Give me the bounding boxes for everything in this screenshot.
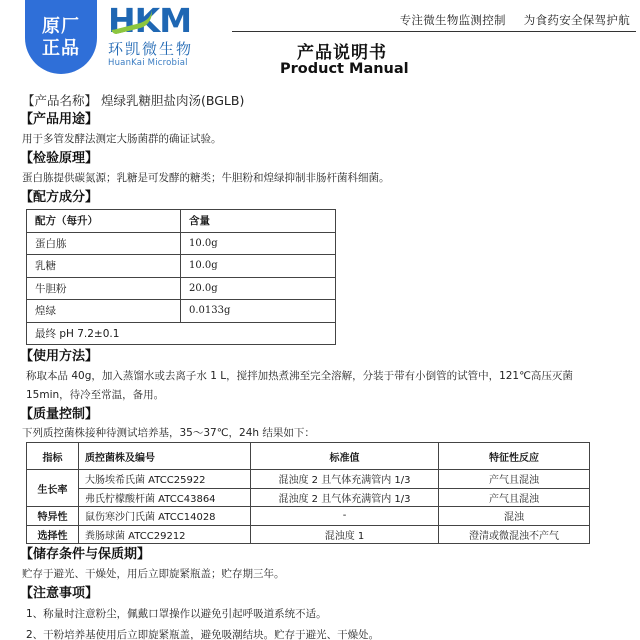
- qc-strain: 鼠伤寒沙门氏菌 ATCC14028: [79, 507, 251, 526]
- formula-row: [27, 300, 336, 323]
- ingredient-name: 牛胆粉: [27, 277, 181, 300]
- ingredient-name: 乳糖: [27, 255, 181, 278]
- formula-col-ingredient: 配方（每升）: [27, 210, 181, 233]
- storage-heading: 【储存条件与保质期】: [20, 547, 151, 562]
- qc-indicator: 选择性: [27, 525, 79, 544]
- product-name-value: 煌绿乳糖胆盐肉汤(BGLB): [101, 93, 245, 108]
- formula-header-row: [27, 210, 336, 233]
- qc-row: [27, 470, 590, 489]
- qc-col-standard: 标准值: [251, 443, 439, 470]
- usage-text-line-2: 15min，待冷至常温，备用。: [26, 389, 165, 401]
- note-item: 1、称量时注意粉尘，佩戴口罩操作以避免引起呼吸道系统不适。: [26, 608, 327, 620]
- qc-indicator: 生长率: [27, 470, 79, 507]
- badge-line-1: 原厂: [42, 16, 80, 37]
- logo-chinese-name: 环凯微生物: [108, 40, 194, 58]
- genuine-product-badge: [25, 0, 97, 74]
- product-name-label: 【产品名称】: [22, 93, 98, 108]
- document-title-en: Product Manual: [280, 61, 409, 77]
- badge-line-2: 正品: [42, 38, 80, 59]
- final-ph: 最终 pH 7.2±0.1: [27, 322, 336, 345]
- logo-mark-text: HKM: [108, 1, 192, 40]
- qc-reaction: 产气且混浊: [439, 488, 590, 507]
- ingredient-name: 蛋白胨: [27, 232, 181, 255]
- quality-intro: 下列质控菌株接种待测试培养基，35～37℃，24h 结果如下：: [22, 427, 315, 439]
- qc-header-row: [27, 443, 590, 470]
- quality-control-table: [26, 442, 590, 544]
- notes-heading: 【注意事项】: [20, 586, 99, 601]
- qc-strain: 大肠埃希氏菌 ATCC25922: [79, 470, 251, 489]
- ingredient-amount: 10.0g: [181, 255, 336, 278]
- formula-row: [27, 255, 336, 278]
- qc-row: [27, 488, 590, 507]
- qc-row: [27, 507, 590, 526]
- qc-standard: 混浊度 2 且气体充满管内 1/3: [251, 488, 439, 507]
- qc-col-indicator: 指标: [27, 443, 79, 470]
- usage-text-line-1: 称取本品 40g，加入蒸馏水或去离子水 1 L，搅拌加热煮沸至完全溶解，分装于带有小倒管的试管中，121℃高压灭菌: [26, 370, 573, 382]
- qc-reaction: 产气且混浊: [439, 470, 590, 489]
- slogan-part-2: 为食药安全保驾护航: [523, 13, 630, 27]
- company-logo: [108, 1, 226, 68]
- formula-col-amount: 含量: [181, 210, 336, 233]
- formula-heading: 【配方成分】: [20, 190, 99, 205]
- qc-standard: 混浊度 1: [251, 525, 439, 544]
- slogan: [400, 12, 630, 28]
- manual-content: [22, 92, 632, 640]
- qc-standard: 混浊度 2 且气体充满管内 1/3: [251, 470, 439, 489]
- qc-standard: -: [251, 507, 439, 526]
- note-item: 2、干粉培养基使用后立即旋紧瓶盖，避免吸潮结块。贮存于避光、干燥处。: [26, 629, 380, 640]
- formula-row: [27, 277, 336, 300]
- qc-reaction: 澄清或微混浊不产气: [439, 525, 590, 544]
- qc-col-strain: 质控菌株及编号: [79, 443, 251, 470]
- ingredient-amount: 10.0g: [181, 232, 336, 255]
- logo-english-name: HuanKai Microbial: [108, 58, 188, 68]
- document-title-cn: 产品说明书: [297, 43, 387, 63]
- product-name: [22, 92, 632, 110]
- principle-heading: 【检验原理】: [20, 151, 99, 166]
- qc-col-reaction: 特征性反应: [439, 443, 590, 470]
- qc-strain: 弗氏柠檬酸杆菌 ATCC43864: [79, 488, 251, 507]
- principle-text: 蛋白胨提供碳氮源；乳糖是可发酵的糖类；牛胆粉和煌绿抑制非肠杆菌科细菌。: [22, 172, 390, 184]
- qc-indicator: 特异性: [27, 507, 79, 526]
- ingredient-name: 煌绿: [27, 300, 181, 323]
- formula-ph-row: [27, 322, 336, 345]
- qc-row: [27, 525, 590, 544]
- formula-table: [26, 209, 336, 345]
- purpose-text: 用于多管发酵法测定大肠菌群的确证试验。: [22, 133, 222, 145]
- storage-text: 贮存于避光、干燥处，用后立即旋紧瓶盖；贮存期三年。: [22, 568, 285, 580]
- qc-strain: 粪肠球菌 ATCC29212: [79, 525, 251, 544]
- quality-heading: 【质量控制】: [20, 407, 99, 422]
- ingredient-amount: 20.0g: [181, 277, 336, 300]
- logo-mark: [108, 1, 226, 40]
- header-divider: [232, 31, 636, 32]
- usage-section: [22, 347, 632, 405]
- ingredient-amount: 0.0133g: [181, 300, 336, 323]
- usage-heading: 【使用方法】: [20, 349, 99, 364]
- purpose-heading: 【产品用途】: [20, 112, 99, 127]
- qc-reaction: 混浊: [439, 507, 590, 526]
- slogan-part-1: 专注微生物监测控制: [399, 13, 506, 27]
- formula-row: [27, 232, 336, 255]
